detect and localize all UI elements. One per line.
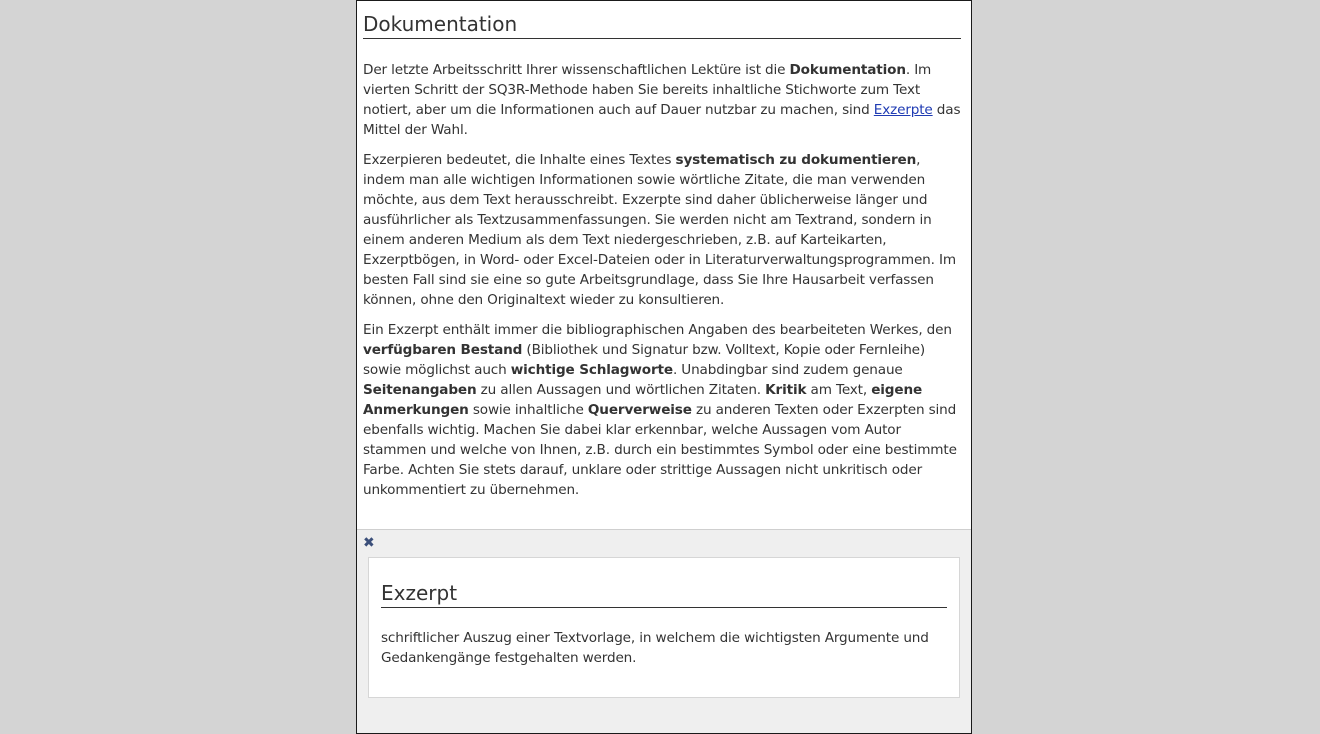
text-span: Exzerpieren bedeutet, die Inhalte eines Textes — [363, 152, 676, 168]
bold-term: Querverweise — [587, 402, 692, 418]
paragraph-excerpting — [363, 150, 961, 310]
bold-term: Kritik — [765, 382, 807, 398]
paragraph-contents — [363, 320, 961, 500]
popup-definition: schriftlicher Auszug einer Textvorlage, in welchem die wichtigsten Argumente und Gedankengänge festgehalten werden. — [381, 630, 929, 666]
glossary-popup — [368, 557, 960, 698]
text-span: zu anderen Texten oder Exzerpten sind ebenfalls wichtig. Machen Sie dabei klar erkennbar, welche Aussagen vom Autor stammen und welche von Ihnen, z.B. durch ein bestimmtes Symbol oder eine bestimmte Farbe. Achten Sie stets darauf, unklare oder strittige Aussagen nicht unkritisch oder unkommentiert zu übernehmen. — [363, 402, 957, 498]
content-panel — [356, 0, 972, 734]
main-content — [363, 11, 961, 500]
page-title: Dokumentation — [363, 11, 961, 39]
close-icon[interactable]: ✖ — [363, 535, 375, 551]
bold-term: verfügbaren Bestand — [363, 342, 523, 358]
text-span: das Mittel der Wahl. — [363, 102, 961, 138]
text-span: am Text, — [806, 382, 872, 398]
text-span: Der letzte Arbeitsschritt Ihrer wissenschaftlichen Lektüre ist die — [363, 62, 790, 78]
popup-content — [381, 580, 947, 668]
bold-term: wichtige Schlagworte — [510, 362, 673, 378]
popup-title: Exzerpt — [381, 580, 947, 608]
bold-term: eigene Anmerkungen — [363, 382, 923, 418]
glossary-tooltip-area — [357, 529, 971, 734]
text-span: sowie inhaltliche — [468, 402, 588, 418]
text-span: . Unabdingbar sind zudem genaue — [672, 362, 903, 378]
text-span: (Bibliothek und Signatur bzw. Volltext, Kopie oder Fernleihe) sowie möglichst auch — [363, 342, 926, 378]
text-span: , indem man alle wichtigen Informationen sowie wörtliche Zitate, die man verwenden möchte, aus dem Text herausschreibt. Exzerpte sind daher üblicherweise länger und ausführlicher als Textzusammenfassungen. Sie werden nicht am Textrand, sondern in einem anderen Medium als dem Text niedergeschrieben, z.B. auf Karteikarten, Exzerptbögen, in Word- oder Excel-Dateien oder in Literaturverwaltungsprogrammen. Im besten Fall sind sie eine so gute Arbeitsgrundlage, dass Sie Ihre Hausarbeit verfassen können, ohne den Originaltext wieder zu konsultieren. — [363, 152, 956, 308]
text-span: . Im vierten Schritt der SQ3R-Methode haben Sie bereits inhaltliche Stichworte zum Text notiert, aber um die Informationen auch auf Dauer nutzbar zu machen, sind — [363, 62, 932, 118]
text-span: Ein Exzerpt enthält immer die bibliographischen Angaben des bearbeiteten Werkes, den — [363, 322, 952, 338]
paragraph-intro — [363, 60, 961, 140]
bold-term: systematisch zu dokumentieren — [675, 152, 917, 168]
text-span: zu allen Aussagen und wörtlichen Zitaten. — [476, 382, 766, 398]
bold-term: Dokumentation — [789, 62, 906, 78]
glossary-link-exzerpte[interactable]: Exzerpte — [873, 102, 933, 118]
bold-term: Seitenangaben — [363, 382, 477, 398]
